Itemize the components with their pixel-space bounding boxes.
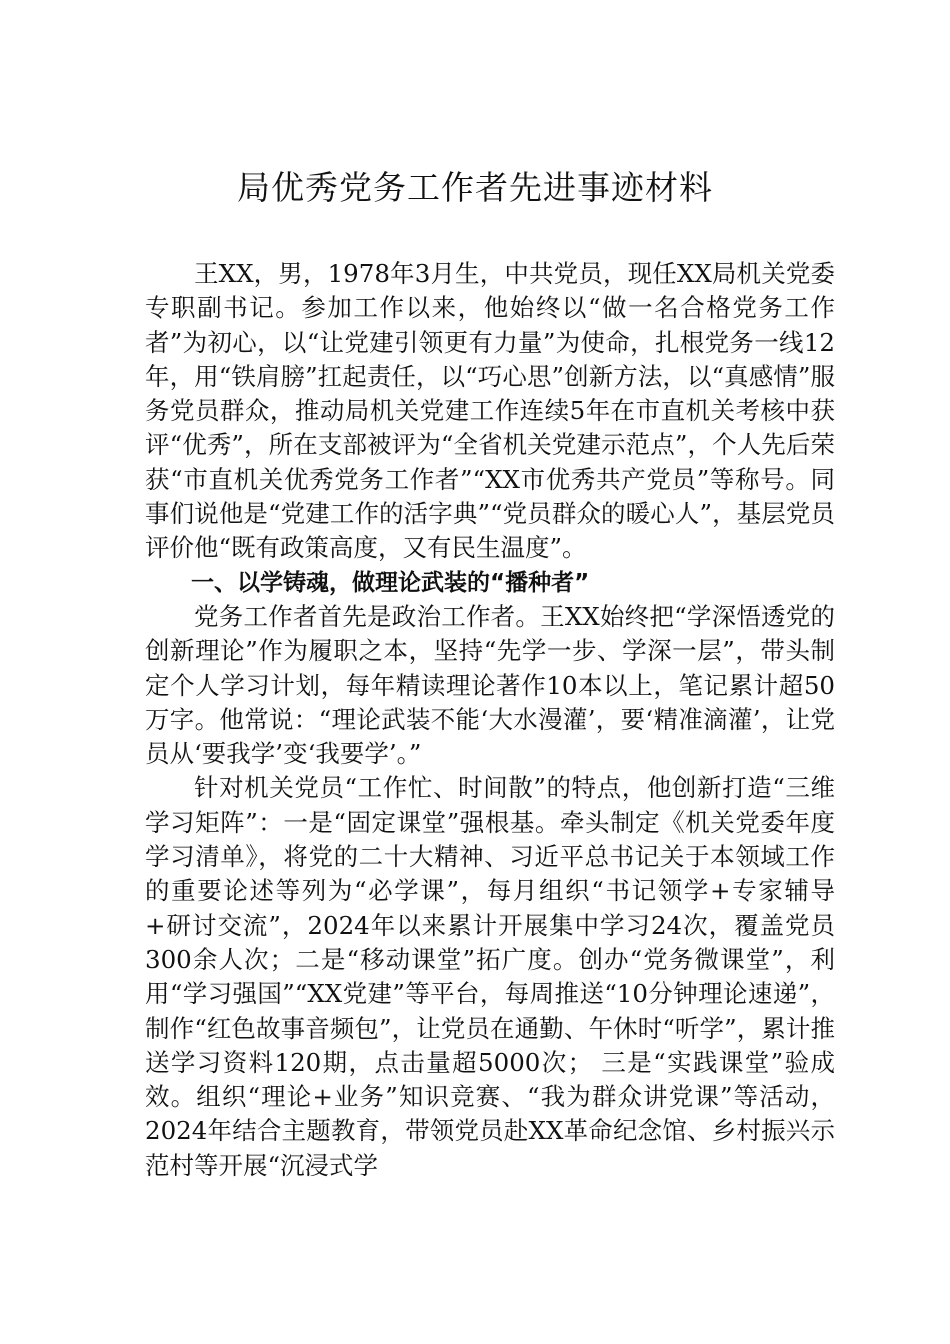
section-paragraph-1: 党务工作者首先是政治工作者。王XX始终把“学深悟透党的创新理论”作为履职之本，坚持“先学一步、学深一层”，带头制定个人学习计划，每年精读理论著作10本以上，笔记累计超50万字。他常说：“理论武装不能‘大水漫灌’，要‘精准滴灌’，让党员从‘要我学’变‘我要学’。” (145, 601, 835, 769)
document-body (145, 257, 835, 1183)
intro-paragraph: 王XX，男，1978年3月生，中共党员，现任XX局机关党委专职副书记。参加工作以来，他始终以“做一名合格党务工作者”为初心，以“让党建引领更有力量”为使命，扎根党务一线12年，用“铁肩膀”扛起责任，以“巧心思”创新方法，以“真感情”服务党员群众，推动局机关党建工作连续5年在市直机关考核中获评“优秀”，所在支部被评为“全省机关党建示范点”，个人先后荣获“市直机关优秀党务工作者”“XX市优秀共产党员”等称号。同事们说他是“党建工作的活字典”“党员群众的暖心人”，基层党员评价他“既有政策高度，又有民生温度”。 (145, 259, 835, 563)
document-title: 局优秀党务工作者先进事迹材料 (237, 168, 713, 207)
section-paragraph-2: 针对机关党员“工作忙、时间散”的特点，他创新打造“三维学习矩阵”：一是“固定课堂”强根基。牵头制定《机关党委年度学习清单》，将党的二十大精神、习近平总书记关于本领域工作的重要论述等列为“必学课”，每月组织“书记领学+专家辅导+研讨交流”，2024年以来累计开展集中学习24次，覆盖党员300余人次；二是“移动课堂”拓广度。创办“党务微课堂”，利用“学习强国”“XX党建”等平台，每周推送“10分钟理论速递”，制作“红色故事音频包”，让党员在通勤、午休时“听学”，累计推送学习资料120期，点击量超5000次； 三是“实践课堂”验成效。组织“理论+业务”知识竞赛、“我为群众讲党课”等活动，2024年结合主题教育，带领党员赴XX革命纪念馆、乡村振兴示范村等开展“沉浸式学 (145, 773, 835, 1180)
section-heading: 一、以学铸魂，做理论武装的“播种者” (191, 569, 590, 596)
